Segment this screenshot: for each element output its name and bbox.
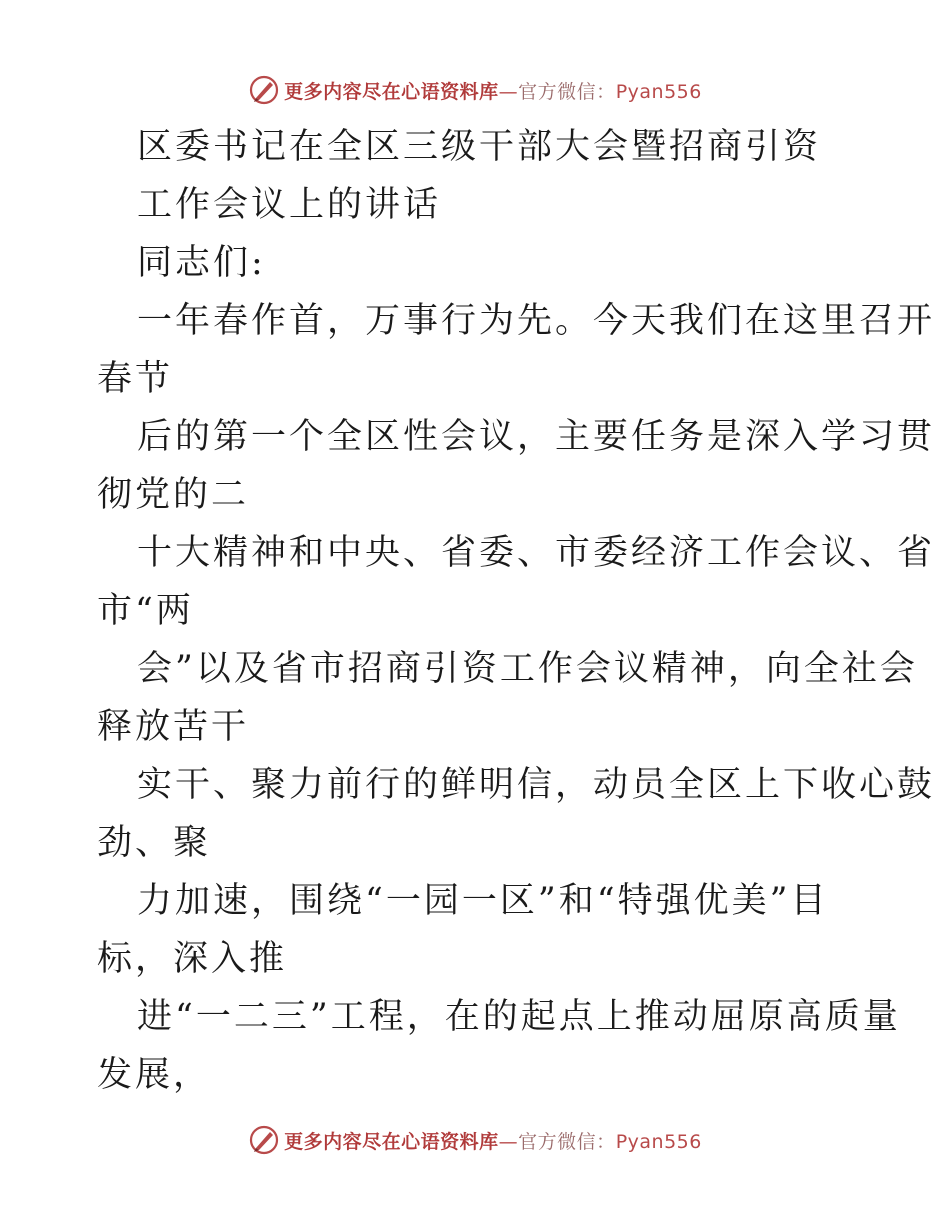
- watermark-dash: —: [498, 1130, 519, 1153]
- watermark-text: [284, 77, 702, 104]
- footer-watermark-banner: [0, 1122, 950, 1158]
- body-line: 会”以及省市招商引资工作会议精神，向全社会: [137, 649, 918, 689]
- body-line: 后的第一个全区性会议，主要任务是深入学习贯: [137, 417, 936, 457]
- salutation: 同志们:: [137, 243, 266, 283]
- body-line: 市“两: [97, 591, 194, 631]
- body-line: 发展，: [97, 1055, 212, 1095]
- document-body: [97, 118, 936, 1104]
- watermark-wechat-label: 官方微信：: [518, 1130, 616, 1153]
- watermark-text: [284, 1127, 702, 1154]
- body-line: 劲、聚: [97, 823, 212, 863]
- body-line: 实干、聚力前行的鲜明信，动员全区上下收心鼓: [137, 765, 936, 805]
- body-line: 一年春作首，万事行为先。今天我们在这里召开: [137, 301, 936, 341]
- watermark-dash: —: [498, 80, 519, 103]
- body-line: 释放苦干: [97, 707, 250, 747]
- body-line: 进“一二三”工程，在的起点上推动屈原高质量: [137, 997, 901, 1037]
- watermark-main-text: 更多内容尽在心语资料库: [284, 80, 499, 103]
- body-line: 十大精神和中央、省委、市委经济工作会议、省: [137, 533, 936, 573]
- title-line-1: 区委书记在全区三级干部大会暨招商引资: [137, 127, 822, 167]
- body-line: 彻党的二: [97, 475, 250, 515]
- pen-logo-icon: [248, 74, 280, 106]
- pen-logo-icon: [248, 1124, 280, 1156]
- body-line: 春节: [97, 359, 174, 399]
- body-line: 力加速，围绕“一园一区”和“特强优美”目: [137, 881, 829, 921]
- watermark-main-text: 更多内容尽在心语资料库: [284, 1130, 499, 1153]
- watermark-wechat-label: 官方微信：: [518, 80, 616, 103]
- watermark-wechat-id: Pyan556: [615, 1130, 702, 1153]
- title-line-2: 工作会议上的讲话: [137, 185, 442, 225]
- body-line: 标，深入推: [97, 939, 288, 979]
- header-watermark-banner: [0, 72, 950, 108]
- watermark-wechat-id: Pyan556: [615, 80, 702, 103]
